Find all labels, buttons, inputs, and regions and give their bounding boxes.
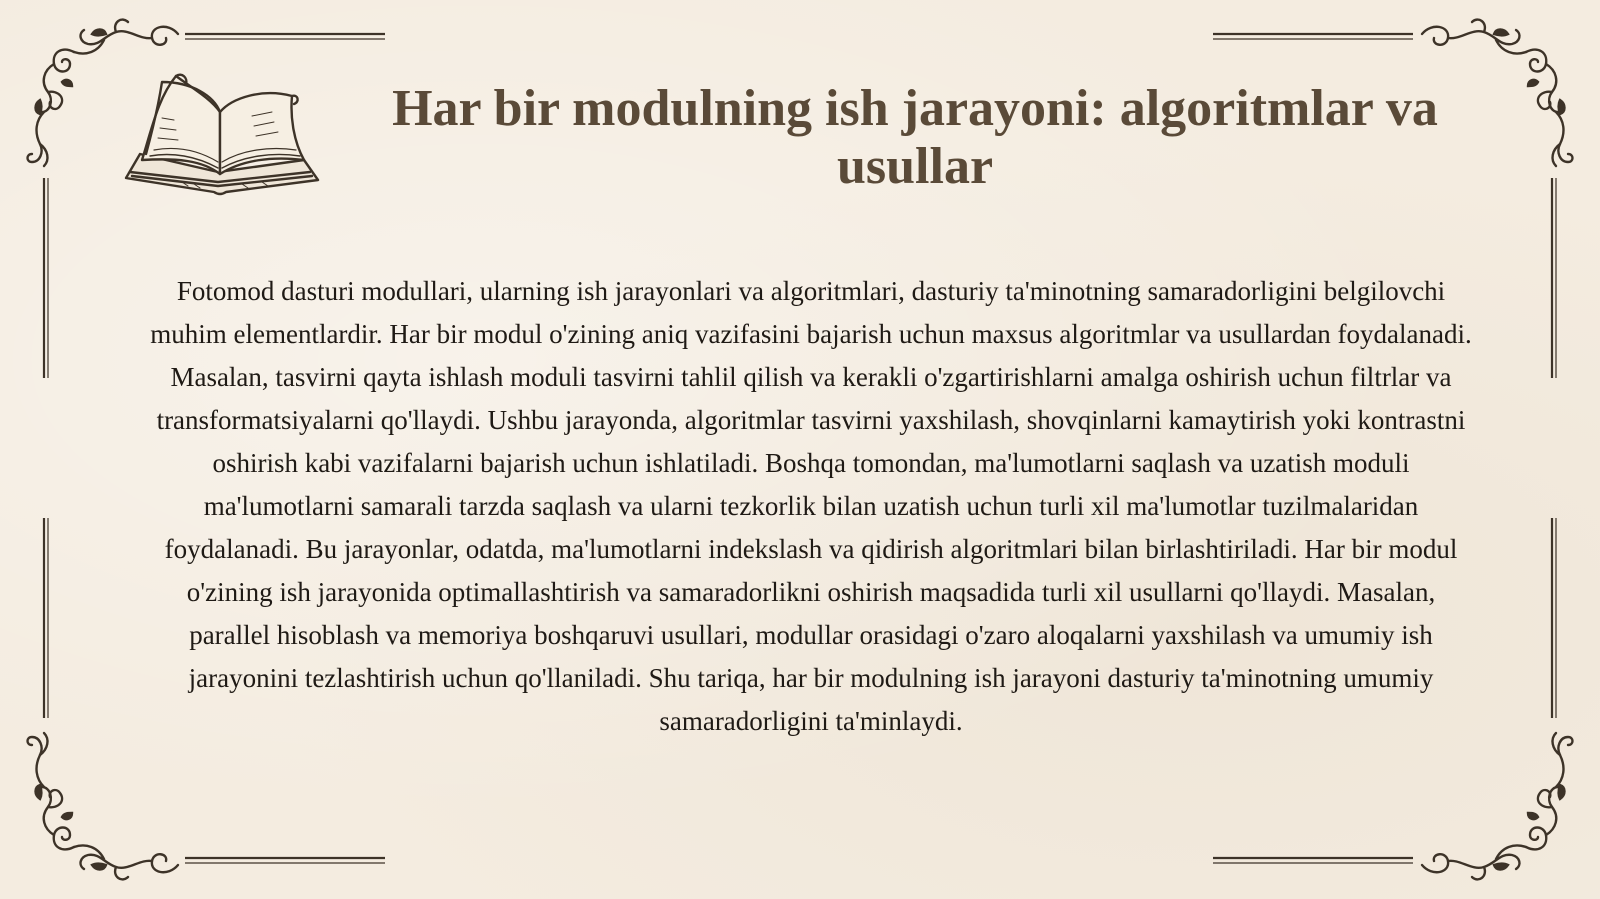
page-title: Har bir modulning ish jarayoni: algoritmlar va usullar bbox=[392, 80, 1438, 195]
body-paragraph: Fotomod dasturi modullari, ularning ish jarayonlari va algoritmlari, dasturiy ta'minotning samaradorligini belgilovchi muhim elementlardir. Har bir modul o'zining aniq vazifasini bajarish uchun maxsus algoritmlar va usullardan foydalanadi. Masalan, tasvirni qayta ishlash moduli tasvirni tahlil qilish va kerakli o'zgartirishlarni amalga oshirish uchun filtrlar va transformatsiyalarni qo'llaydi. Ushbu jarayonda, algoritmlar tasvirni yaxshilash, shovqinlarni kamaytirish yoki kontrastni oshirish kabi vazifalarni bajarish uchun ishlatiladi. Boshqa tomondan, ma'lumotlarni saqlash va uzatish moduli ma'lumotlarni samarali tarzda saqlash va ularni tezkorlik bilan uzatish uchun turli xil ma'lumotlar tuzilmalaridan foydalanadi. Bu jarayonlar, odatda, ma'lumotlarni indekslash va qidirish algoritmlari bilan birlashtiriladi. Har bir modul o'zining ish jarayonida optimallashtirish va samaradorlikni oshirish maqsadida turli xil usullarni qo'llaydi. Masalan, parallel hisoblash va memoriya boshqaruvi usullari, modullar orasidagi o'zaro aloqalarni yaxshilash va umumiy ish jarayonini tezlashtirish uchun qo'llaniladi. Shu tariqa, har bir modulning ish jarayoni dasturiy ta'minotning umumiy samaradorligini ta'minlaydi. bbox=[150, 276, 1472, 736]
open-book-icon bbox=[122, 68, 322, 198]
